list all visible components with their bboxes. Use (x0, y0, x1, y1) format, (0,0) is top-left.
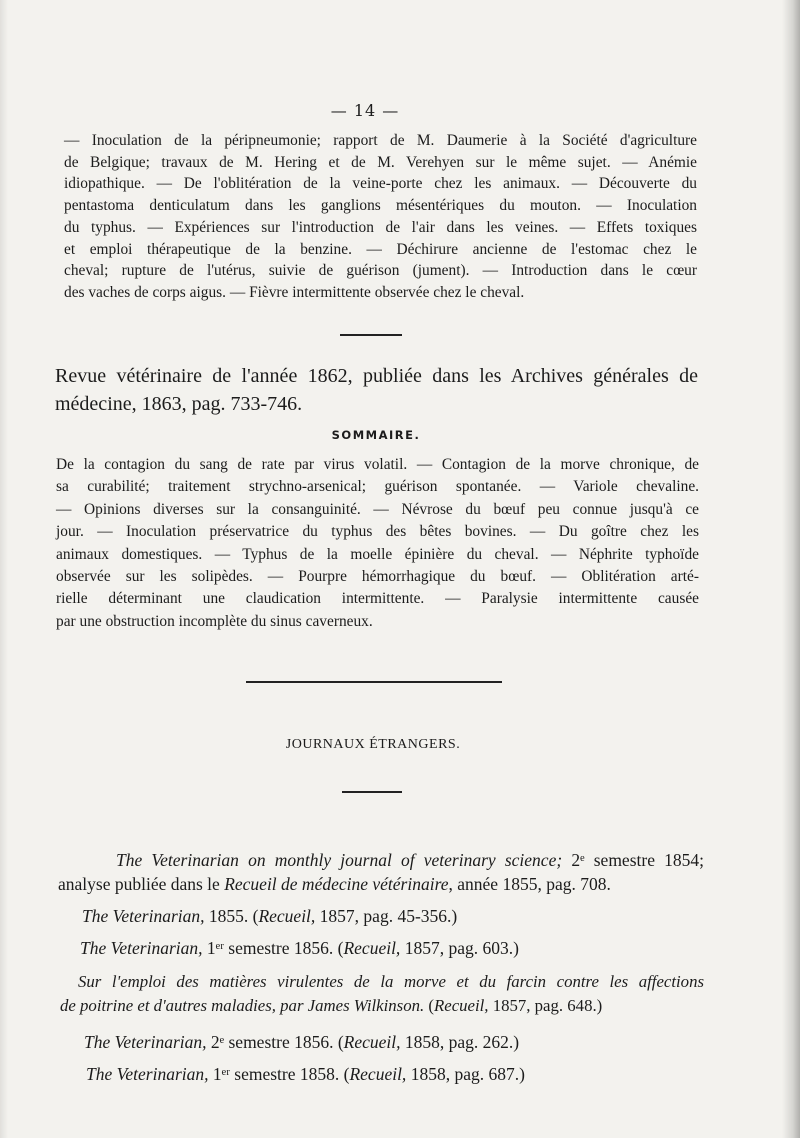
article-title: de poitrine et d'autres maladies, par James Wilkinson. (60, 996, 425, 1015)
reference-line (58, 848, 704, 872)
intro-line: pentastoma denticulatum dans les ganglions mésentériques du mouton. — Inoculation (64, 197, 697, 215)
reference-line (60, 994, 706, 1018)
reference-text: 1ᵉʳ semestre 1858. ( (208, 1064, 350, 1084)
reference-line (58, 872, 704, 896)
reference-text: 1855. ( (204, 906, 259, 926)
page-shadow-left (0, 0, 8, 1138)
title-line: médecine, 1863, pag. 733-746. (55, 393, 303, 415)
sommaire-line: animaux domestiques. — Typhus de la moelle épinière du cheval. — Néphrite typhoïde (56, 545, 699, 563)
intro-line: du typhus. — Expériences sur l'introduction de l'air dans les veines. — Effets toxiques (64, 218, 697, 236)
sommaire-line: — Opinions diverses sur la consanguinité. — Névrose du bœuf peu connue jusqu'à ce (56, 500, 699, 518)
section-title (55, 362, 698, 418)
reference-text: ( (424, 996, 434, 1015)
intro-line: cheval; rupture de l'utérus, suivie de guérison (jument). — Introduction dans le cœur (64, 262, 697, 280)
journal-title: Recueil de médecine vétérinaire (224, 874, 449, 894)
intro-line: — Inoculation de la péripneumonie; rapport de M. Daumerie à la Société d'agriculture (64, 132, 697, 149)
section-divider (342, 791, 402, 793)
journal-title: The Veterinarian, (82, 906, 205, 926)
reference-entry (86, 1062, 732, 1086)
reference-entry (84, 1030, 730, 1054)
journal-title: Recueil, (343, 938, 401, 958)
sommaire-line: par une obstruction incomplète du sinus caverneux. (56, 612, 373, 630)
reference-text: 1857, pag. 603.) (400, 938, 519, 958)
reference-entry (58, 848, 704, 896)
section-divider-long (246, 681, 502, 683)
intro-paragraph (64, 130, 697, 304)
reference-text: analyse publiée dans le (58, 874, 225, 894)
sommaire-line: rielle déterminant une claudication intermittente. — Paralysie intermittente causée (56, 590, 699, 608)
journal-title: Recueil, (434, 996, 489, 1015)
reference-text: 1858, pag. 687.) (406, 1064, 525, 1084)
journal-title: The Veterinarian on monthly journal of veterinary science; (116, 850, 563, 870)
journal-title: The Veterinarian, (86, 1064, 209, 1084)
intro-line: des vaches de corps aigus. — Fièvre intermittente observée chez le cheval. (64, 283, 525, 301)
sommaire-heading: SOMMAIRE. (331, 428, 421, 442)
intro-line: et emploi thérapeutique de la benzine. — Déchirure ancienne de l'estomac chez le (64, 240, 697, 258)
intro-line: de Belgique; travaux de M. Hering et de M. Verehyen sur le même sujet. — Anémie (64, 153, 697, 171)
reference-entry (80, 936, 726, 960)
journal-title: The Veterinarian, (84, 1032, 207, 1052)
sommaire-line: jour. — Inoculation préservatrice du typhus des bêtes bovines. — Du goître chez les (56, 523, 699, 541)
journal-title: Recueil, (343, 1032, 401, 1052)
journaux-heading: JOURNAUX ÉTRANGERS. (285, 737, 461, 752)
reference-text: 1ᵉʳ semestre 1856. ( (202, 938, 344, 958)
journal-title: The Veterinarian, (80, 938, 203, 958)
title-line: Revue vétérinaire de l'année 1862, publiée dans les Archives générales de (55, 365, 698, 387)
sommaire-line: observée sur les solipèdes. — Pourpre hémorrhagique du bœuf. — Oblitération arté- (56, 568, 699, 586)
page-shadow-right (782, 0, 800, 1138)
page-number: — 14 — (330, 101, 400, 120)
reference-entry (82, 904, 728, 928)
journal-title: Recueil, (349, 1064, 407, 1084)
reference-text: 2ᵉ semestre 1856. ( (206, 1032, 344, 1052)
reference-text: 2ᵉ semestre 1854; (562, 850, 704, 870)
sommaire-line: sa curabilité; traitement strychno-arsenical; guérison spontanée. — Variole chevaline. (56, 478, 699, 496)
reference-text: 1858, pag. 262.) (400, 1032, 520, 1052)
reference-entry (60, 970, 706, 1018)
reference-text: , année 1855, pag. 708. (448, 874, 611, 894)
reference-text: 1857, pag. 45-356.) (315, 906, 458, 926)
sommaire-line: De la contagion du sang de rate par virus volatil. — Contagion de la morve chronique, de (56, 456, 699, 473)
intro-line: idiopathique. — De l'oblitération de la veine-porte chez les animaux. — Découverte du (64, 175, 697, 193)
article-title: Sur l'emploi des matières virulentes de la morve et du farcin contre les affections (78, 972, 704, 991)
section-divider (340, 334, 402, 336)
journal-title: Recueil, (258, 906, 316, 926)
sommaire-paragraph (56, 454, 699, 633)
reference-text: 1857, pag. 648.) (488, 996, 603, 1015)
